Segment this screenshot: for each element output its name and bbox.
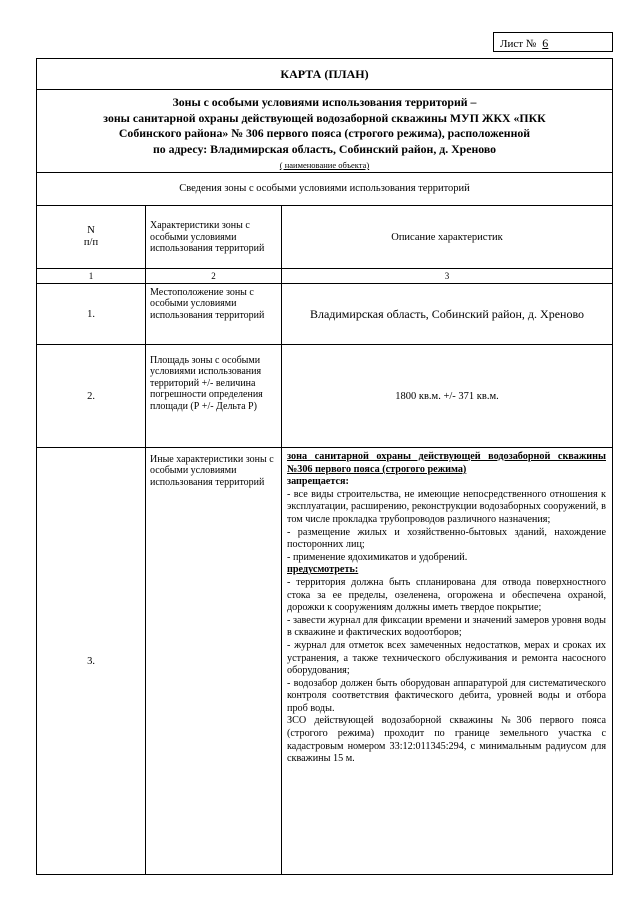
column-numbers-row (37, 269, 612, 284)
zone-line: Зоны с особыми условиями использования территорий – (172, 95, 477, 109)
required-item: - завести журнал для фиксации времени и значений замеров уровня воды в скважине и фактических водоотборов; (287, 614, 606, 639)
prohibited-item: - применение ядохимикатов и удобрений. (287, 551, 468, 563)
required-item: - водозабор должен быть оборудован аппаратурой для систематического контроля соответствия фактического дебита, уровней воды и отбора проб воды. (287, 677, 606, 714)
document-title: КАРТА (ПЛАН) (37, 59, 612, 90)
object-caption: ( наименование объекта) (279, 160, 370, 170)
col-header-characteristics: Характеристики зоны с особыми условиями использования территорий (146, 206, 282, 268)
required-item: - журнал для отметок всех замеченных недостатков, мерах и сроках их устранения, а также технического обслуживания и ремонта насосного оборудования; (287, 639, 606, 677)
table-row (37, 284, 612, 345)
document-form (36, 58, 613, 875)
zone-line: зоны санитарной охраны действующей водозаборной скважины МУП ЖКХ «ПКК (103, 110, 546, 125)
sheet-number: 6 (542, 36, 549, 50)
prohibited-item: - все виды строительства, не имеющие непосредственного отношения к эксплуатации, расширению, реконструкции водозаборных сооружений, в том числе прокладка трубопроводов различного назначения; (287, 488, 606, 525)
sheet-number-box (493, 32, 613, 52)
zone-description-block (37, 90, 612, 173)
required-label: предусмотреть: (287, 564, 359, 576)
row-number: 3. (37, 448, 146, 874)
col-number: 3 (444, 271, 450, 281)
restrictions-heading: зона санитарной охраны действующей водозаборной скважины №306 первого пояса (строгого режима) (287, 451, 606, 475)
required-item: - территория должна быть спланирована для отвода поверхностного стока за ее пределы, озеленена, огорожена и обеспечена охраной, дорожки к сооружениям должны иметь твердое покрытие; (287, 576, 606, 614)
row-characteristic: Иные характеристики зоны с особыми условиями использования территорий (146, 448, 282, 874)
col-number: 2 (146, 269, 282, 283)
row-characteristic: Площадь зоны с особыми условиями использования территорий +/- величина погрешности определения площади (Р +/- Дельта Р) (146, 345, 282, 447)
zone-line: Собинского района» № 306 первого пояса (строгого режима), расположенной (118, 126, 531, 140)
row-value: 1800 кв.м. +/- 371 кв.м. (395, 390, 499, 402)
row-value: Владимирская область, Собинский район, д. Хреново (309, 306, 585, 321)
table-row (37, 448, 612, 874)
table-header-row (37, 206, 612, 269)
zone-title (37, 90, 612, 160)
info-heading: Сведения зоны с особыми условиями использования территорий (37, 173, 612, 206)
prohibited-item: - размещение жилых и хозяйственно-бытовых зданий, нахождение посторонних лиц; (287, 526, 606, 551)
row-number: 2. (37, 345, 146, 447)
col-number: 1 (37, 269, 146, 283)
prohibited-label: запрещается: (287, 476, 349, 488)
zone-line: по адресу: Владимирская область, Собинский район, д. Хреново (152, 141, 497, 156)
row-characteristic: Местоположение зоны с особыми условиями использования территорий (146, 284, 282, 344)
row-number: 1. (37, 284, 146, 344)
col-header-description: Описание характеристик (391, 231, 503, 243)
restrictions-description (282, 448, 612, 874)
sheet-label: Лист № (500, 38, 537, 50)
table-row (37, 345, 612, 448)
col-header-num: N п/п (37, 206, 146, 268)
closing-note: ЗСО действующей водозаборной скважины №306 первого пояса (строгого режима) проходит по границе земельного участка с кадастровым номером 33:12:011345:294, с минимальным радиусом для скважины 15 м. (287, 715, 606, 765)
